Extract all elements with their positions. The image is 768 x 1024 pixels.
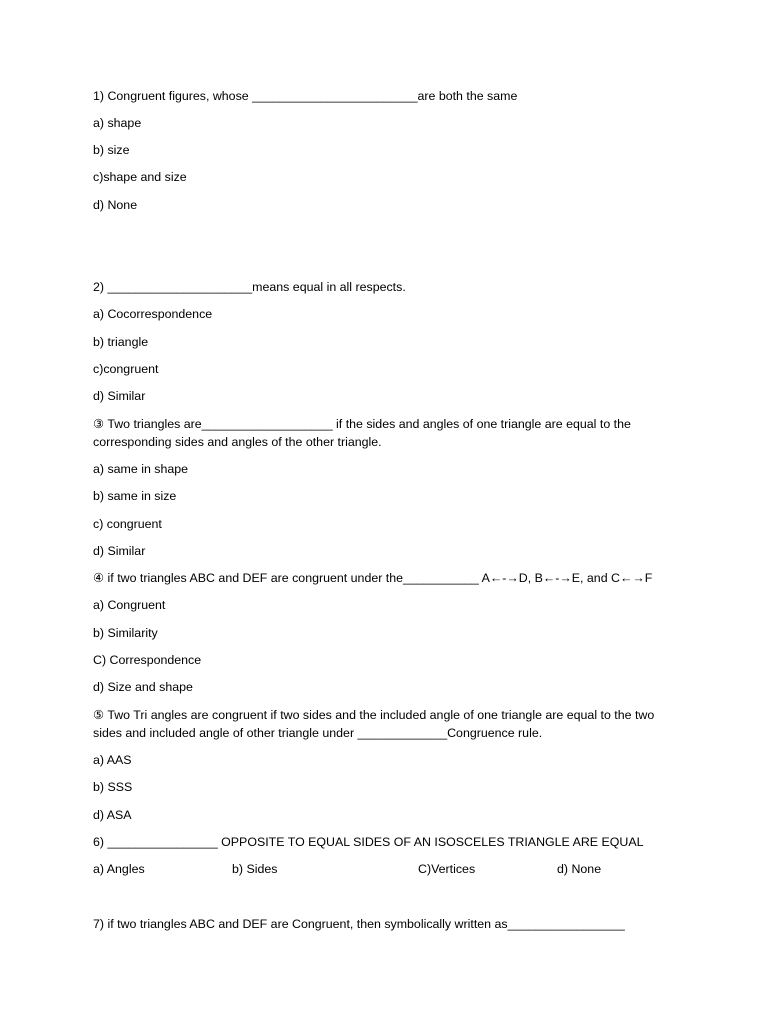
question-6-option-c: C)Vertices: [418, 862, 476, 876]
question-2-option-b: b) triangle: [93, 335, 149, 349]
question-1-option-d: d) None: [93, 198, 138, 212]
question-3-stem: ③ Two triangles are___________________ if the sides and angles of one triangle are equal to the corresponding sides and angles of the other triangle.: [93, 417, 631, 449]
question-2-option-d: d) Similar: [93, 389, 146, 403]
question-6-option-d: d) None: [557, 862, 602, 876]
question-1-option-a: a) shape: [93, 116, 142, 130]
question-5-option-d: d) ASA: [93, 808, 132, 822]
question-3-option-d: d) Similar: [93, 544, 146, 558]
question-4-option-b: b) Similarity: [93, 626, 158, 640]
question-7-stem: 7) if two triangles ABC and DEF are Congruent, then symbolically written as_________________: [93, 917, 625, 931]
question-1-option-b: b) size: [93, 143, 130, 157]
question-1-stem: 1) Congruent figures, whose ________________________are both the same: [93, 89, 518, 103]
question-3-option-b: b) same in size: [93, 489, 177, 503]
question-6-option-b: b) Sides: [232, 862, 278, 876]
question-4-stem: ④ if two triangles ABC and DEF are congruent under the___________ A←-→D, B←-→E, and C←→F: [93, 571, 653, 585]
question-4-option-c: C) Correspondence: [93, 653, 202, 667]
question-5-option-a: a) AAS: [93, 753, 132, 767]
question-2-stem: 2) _____________________means equal in all respects.: [93, 280, 406, 294]
question-2-option-a: a) Cocorrespondence: [93, 307, 213, 321]
question-3-option-c: c) congruent: [93, 517, 162, 531]
question-3-option-a: a) same in shape: [93, 462, 189, 476]
question-5-stem: ⑤ Two Tri angles are congruent if two sides and the included angle of one triangle are equal to the two sides and included angle of other triangle under _____________Congruence rule.: [93, 708, 655, 740]
question-1-option-c: c)shape and size: [93, 170, 187, 184]
question-4-option-d: d) Size and shape: [93, 680, 193, 694]
question-2-option-c: c)congruent: [93, 362, 159, 376]
question-6-option-a: a) Angles: [93, 862, 145, 876]
question-5-option-b: b) SSS: [93, 780, 133, 794]
question-6-stem: 6) ________________ OPPOSITE TO EQUAL SIDES OF AN ISOSCELES TRIANGLE ARE EQUAL: [93, 835, 644, 849]
question-4-option-a: a) Congruent: [93, 598, 166, 612]
